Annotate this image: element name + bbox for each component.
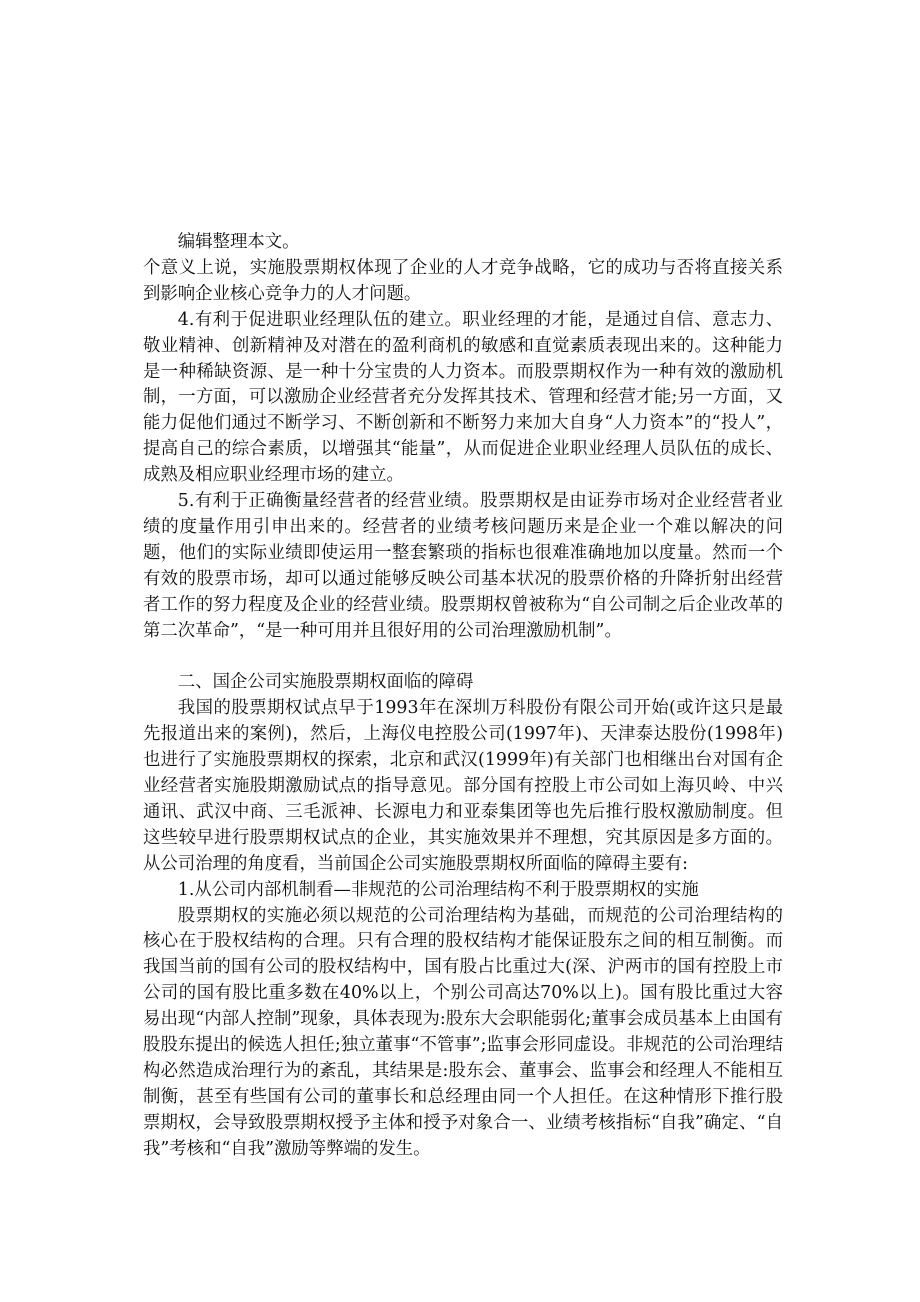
paragraph-continuation: 个意义上说，实施股票期权体现了企业的人才竞争战略，它的成功与否将直接关系到影响企业核心竞争力的人才问题。	[143, 257, 783, 304]
subheading-point-1: 1.从公司内部机制看—非规范的公司治理结构不利于股票期权的实施	[177, 879, 699, 900]
paragraph-intro: 编辑整理本文。	[177, 232, 300, 252]
document-body	[143, 230, 783, 1163]
paragraph-history: 我国的股票期权试点早于1993年在深圳万科股份有限公司开始(或许这只是最先报道出来的案例)，然后，上海仪电控股公司(1997年)、天津泰达股份(1998年)也进行了实施股票期权的探索，北京和武汉(1999年)有关部门也相继出台对国有企业经营者实施股期激励试点的指导意见。部分国有控股上市公司如上海贝岭、中兴通讯、武汉中商、三毛派神、长源电力和亚泰集团等也先后推行股权激励制度。但这些较早进行股票期权试点的企业，其实施效果并不理想，究其原因是多方面的。从公司治理的角度看，当前国企公司实施股票期权所面临的障碍主要有:	[143, 698, 783, 874]
section-heading: 二、国企公司实施股票期权面临的障碍	[177, 672, 474, 693]
paragraph-governance: 股票期权的实施必须以规范的公司治理结构为基础，而规范的公司治理结构的核心在于股权结构的合理。只有合理的股权结构才能保证股东之间的相互制衡。而我国当前的国有公司的股权结构中，国有股占比重过大(深、沪两市的国有控股上市公司的国有股比重多数在40%以上，个别公司高达70%以上)。国有股比重过大容易出现“内部人控制”现象，具体表现为:股东大会职能弱化;董事会成员基本上由国有股股东提出的候选人担任;独立董事“不管事”;监事会形同虚设。非规范的公司治理结构必然造成治理行为的紊乱，其结果是:股东会、董事会、监事会和经理人不能相互制衡，甚至有些国有公司的董事长和总经理由同一个人担任。在这种情形下推行股票期权，会导致股票期权授予主体和授予对象合一、业绩考核指标“自我”确定、“自我”考核和“自我”激励等弊端的发生。	[143, 905, 783, 1159]
paragraph-point-4: 4.有利于促进职业经理队伍的建立。职业经理的才能，是通过自信、意志力、敬业精神、创新精神及对潜在的盈利商机的敏感和直觉素质表现出来的。这种能力是一种稀缺资源、是一种十分宝贵的人力资本。而股票期权作为一种有效的激励机制，一方面，可以激励企业经营者充分发挥其技术、管理和经营才能;另一方面，又能力促他们通过不断学习、不断创新和不断努力来加大自身“人力资本”的“投人”，提高自己的综合素质，以增强其“能量”，从而促进企业职业经理人员队伍的成长、成熟及相应职业经理市场的建立。	[143, 309, 783, 486]
blank-line	[143, 645, 783, 671]
paragraph-point-5: 5.有利于正确衡量经营者的经营业绩。股票期权是由证券市场对企业经营者业绩的度量作用引申出来的。经营者的业绩考核问题历来是企业一个难以解决的问题，他们的实际业绩即使运用一整套繁琐的指标也很难准确地加以度量。然而一个有效的股票市场，却可以通过能够反映公司基本状况的股票价格的升降折射出经营者工作的努力程度及企业的经营业绩。股票期权曾被称为“自公司制之后企业改革的第二次革命”，“是一种可用并且很好用的公司治理激励机制”。	[143, 491, 783, 641]
